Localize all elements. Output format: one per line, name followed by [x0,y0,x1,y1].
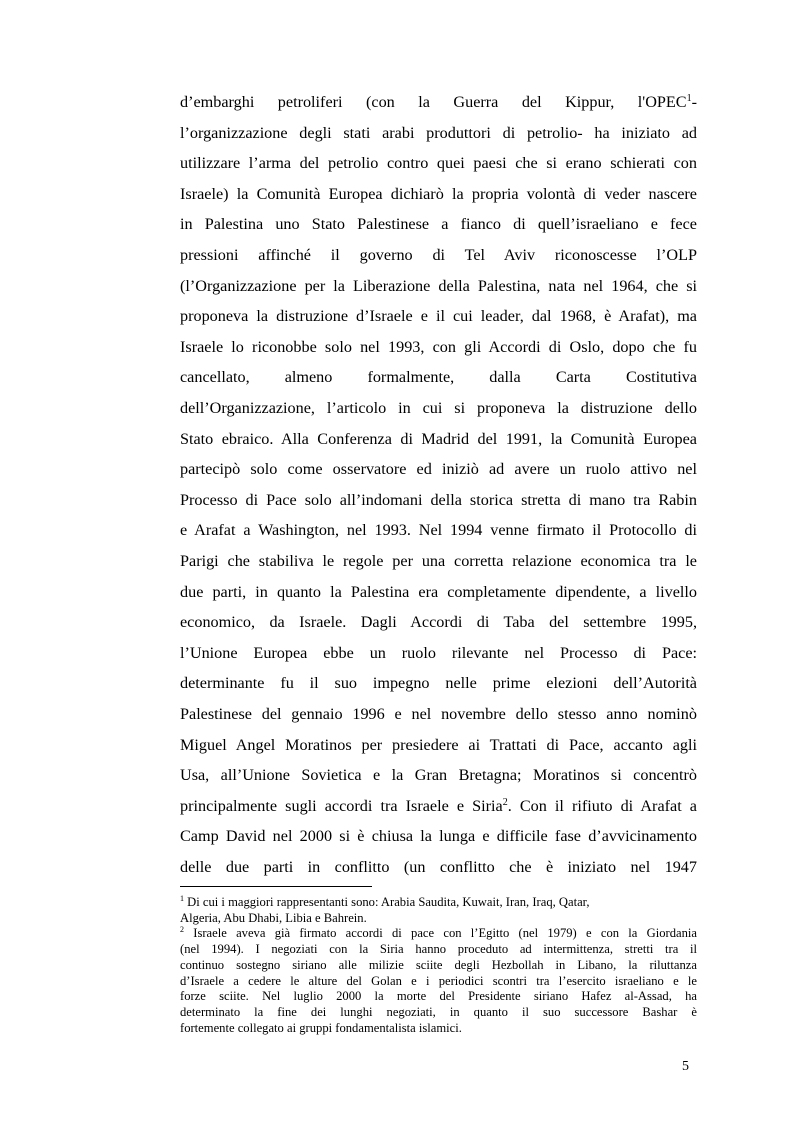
body-line-text: utilizzare l’arma del petrolio contro quei paesi che si erano schierati con [180,154,697,173]
body-line [180,550,697,572]
body-line [180,275,697,297]
footnote-line [180,1020,697,1036]
body-line [180,856,697,878]
body-line-text: . Con il rifiuto di Arafat a [507,796,697,815]
body-line [180,734,697,756]
body-line-text: determinante fu il suo impegno nelle prime elezioni dell’Autorità [180,674,697,693]
body-line [180,397,697,419]
body-line-text: Israele) la Comunità Europea dichiarò la propria volontà di veder nascere [180,184,697,203]
body-line [180,795,697,817]
body-line [180,581,697,603]
footnote-line [180,988,697,1004]
body-line [180,672,697,694]
footnote-line [180,957,697,973]
footnote-text: continuo sostegno siriano alle milizie sciite degli Hezbollah in Libano, la riluttanza [180,957,697,972]
body-line [180,366,697,388]
body-line [180,611,697,633]
body-line [180,489,697,511]
body-line-text: Stato ebraico. Alla Conferenza di Madrid del 1991, la Comunità Europea [180,429,697,448]
body-line-text: - [691,93,697,111]
body-line-text: pressioni affinché il governo di Tel Aviv riconoscesse l’OLP [180,246,697,264]
body-line-text: in Palestina uno Stato Palestinese a fianco di quell’israeliano e fece [180,215,697,234]
body-line-text: delle due parti in conflitto (un conflitto che è iniziato nel 1947 [180,858,697,876]
footnote-text: fortemente collegato ai gruppi fondamentalista islamici. [180,1020,462,1035]
body-line-text: due parti, in quanto la Palestina era completamente dipendente, a livello [180,582,697,601]
body-line [180,213,697,235]
footnote-text: Israele aveva già firmato accordi di pace con l’Egitto (nel 1979) e con la Giordania [184,926,697,941]
body-line [180,91,697,113]
body-line-text: proponeva la distruzione d’Israele e il cui leader, dal 1968, è Arafat), ma [180,307,697,326]
body-line [180,764,697,786]
footnote-text: d’Israele a cedere le alture del Golan e i periodici scontri tra l’esercito israeliano e le [180,973,697,988]
body-line [180,825,697,847]
body-line [180,336,697,358]
body-line-text: l’Unione Europea ebbe un ruolo rilevante nel Processo di Pace: [180,643,697,662]
body-line-text: principalmente sugli accordi tra Israele e Siria [180,796,503,815]
body-line [180,519,697,541]
footnote-number: 2 [180,925,184,935]
body-line-text: Processo di Pace solo all’indomani della storica stretta di mano tra Rabin [180,490,697,509]
body-line [180,305,697,327]
body-line-text: Camp David nel 2000 si è chiusa la lunga e difficile fase d’avvicinamento [180,827,697,846]
footnote-text: determinato la fine dei lunghi negoziati, in quanto il suo successore Bashar è [180,1004,697,1019]
footnote-line [180,1004,697,1020]
footnote-separator [180,886,372,887]
footnote-text: (nel 1994). I negoziati con la Siria hanno proceduto ad intermittenza, stretti tra il [180,942,697,957]
body-line-text: Parigi che stabiliva le regole per una corretta relazione economica tra le [180,552,697,570]
body-line-text: Israele lo riconobbe solo nel 1993, con gli Accordi di Oslo, dopo che fu [180,337,697,356]
footnote-marker: 2 [502,796,508,808]
body-line-text: e Arafat a Washington, nel 1993. Nel 1994 venne firmato il Protocollo di [180,521,697,540]
body-line [180,183,697,205]
body-line-text: economico, da Israele. Dagli Accordi di Taba del settembre 1995, [180,613,697,632]
footnote-line [180,894,697,910]
footnote-line [180,973,697,989]
body-line-text: d’embarghi petroliferi (con la Guerra del Kippur, l'OPEC [180,93,687,111]
body-line-text: cancellato, almeno formalmente, dalla Carta Costitutiva [180,368,697,387]
footnote-line [180,910,697,926]
body-line-text: partecipò solo come osservatore ed iniziò ad avere un ruolo attivo nel [180,460,697,479]
body-line [180,458,697,480]
footnote-number: 1 [180,894,184,903]
body-line [180,642,697,664]
body-line-text: Usa, all’Unione Sovietica e la Gran Bretagna; Moratinos si concentrò [180,766,697,785]
body-line [180,122,697,144]
body-line [180,244,697,266]
footnote-marker: 1 [686,93,692,104]
footnote-line [180,941,697,957]
footnote-text: Algeria, Abu Dhabi, Libia e Bahrein. [180,910,367,925]
body-line [180,703,697,725]
body-line-text: (l’Organizzazione per la Liberazione della Palestina, nata nel 1964, che si [180,276,697,295]
body-line-text: l’organizzazione degli stati arabi produttori di petrolio- ha iniziato ad [180,123,697,142]
body-line-text: dell’Organizzazione, l’articolo in cui si proponeva la distruzione dello [180,399,697,417]
body-line [180,152,697,174]
page-number: 5 [682,1059,689,1074]
footnote-text: Di cui i maggiori rappresentanti sono: Arabia Saudita, Kuwait, Iran, Iraq, Qatar, [184,895,590,909]
body-line-text: Palestinese del gennaio 1996 e nel novembre dello stesso anno nominò [180,705,697,723]
footnote-text: forze sciite. Nel luglio 2000 la morte del Presidente siriano Hafez al-Assad, ha [180,989,697,1004]
body-line-text: Miguel Angel Moratinos per presiedere ai Trattati di Pace, accanto agli [180,735,697,754]
footnote-line [180,925,697,941]
body-line [180,428,697,450]
